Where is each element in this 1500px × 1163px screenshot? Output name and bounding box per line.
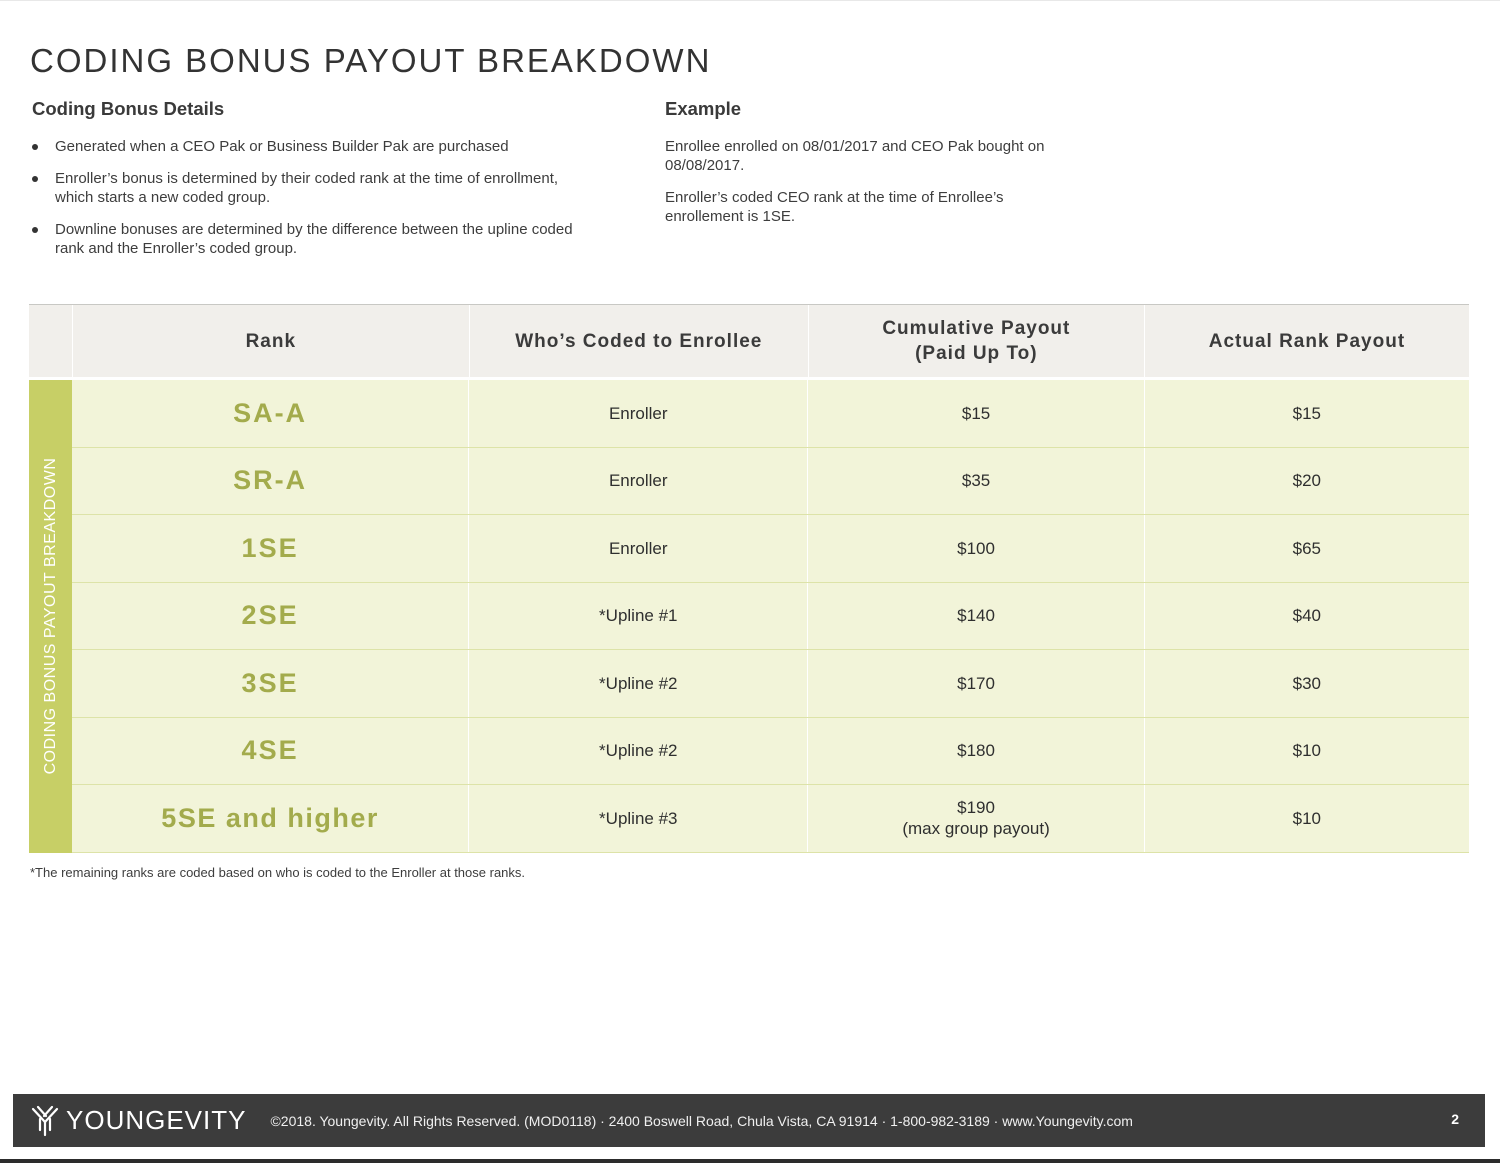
rank-cell: 1SE xyxy=(241,532,299,563)
coded-cell: *Upline #1 xyxy=(468,583,807,650)
bullet-dot-icon xyxy=(32,227,38,233)
details-bullet xyxy=(32,220,592,258)
top-rule xyxy=(0,0,1500,1)
actual-cell: $10 xyxy=(1144,785,1469,852)
table-body xyxy=(29,380,1469,853)
bullet-dot-icon xyxy=(32,144,38,150)
header-rank: Rank xyxy=(72,305,469,377)
example-paragraph: Enrollee enrolled on 08/01/2017 and CEO Pak bought on 08/08/2017. xyxy=(665,138,1045,174)
coded-cell: *Upline #2 xyxy=(468,650,807,717)
cumulative-cell xyxy=(807,650,1143,717)
rank-cell: SR-A xyxy=(233,465,308,496)
youngevity-logo-icon xyxy=(30,1105,60,1137)
table-row xyxy=(72,718,1469,786)
cumulative-value: $170 xyxy=(957,673,995,693)
rank-cell: 2SE xyxy=(241,600,299,631)
cumulative-cell xyxy=(807,583,1143,650)
example-heading: Example xyxy=(665,98,742,119)
table-rows xyxy=(72,380,1469,853)
actual-cell: $20 xyxy=(1144,448,1469,515)
table-row xyxy=(72,583,1469,651)
table-row xyxy=(72,380,1469,448)
page-number: 2 xyxy=(1451,1111,1459,1127)
rank-cell: 5SE and higher xyxy=(161,802,379,833)
rank-cell: 3SE xyxy=(241,667,299,698)
brand-logo xyxy=(30,1105,246,1137)
table-header-row xyxy=(29,305,1469,380)
rank-cell: 4SE xyxy=(241,735,299,766)
footer xyxy=(13,1094,1485,1147)
cumulative-value: $15 xyxy=(961,403,991,423)
header-cumulative-line2: (Paid Up To) xyxy=(915,343,1038,364)
cumulative-value: $140 xyxy=(957,606,995,626)
side-bar xyxy=(29,380,72,853)
page-title: CODING BONUS PAYOUT BREAKDOWN xyxy=(30,42,712,79)
header-spacer xyxy=(29,305,72,377)
coded-cell: Enroller xyxy=(468,448,807,515)
details-bullet-text: Generated when a CEO Pak or Business Builder Pak are purchased xyxy=(55,138,509,155)
footnote: *The remaining ranks are coded based on who is coded to the Enroller at those ranks. xyxy=(30,865,526,880)
cumulative-value: $100 xyxy=(957,538,995,558)
cumulative-note: (max group payout) xyxy=(902,819,1050,839)
details-heading: Coding Bonus Details xyxy=(32,98,225,119)
actual-cell: $65 xyxy=(1144,515,1469,582)
example-section xyxy=(665,98,1085,239)
side-label: CODING BONUS PAYOUT BREAKDOWN xyxy=(41,457,59,775)
actual-cell: $30 xyxy=(1144,650,1469,717)
details-bullet-text: Downline bonuses are determined by the difference between the upline coded rank and the Enroller’s coded group. xyxy=(55,221,573,257)
coded-cell: *Upline #3 xyxy=(468,785,807,852)
header-actual: Actual Rank Payout xyxy=(1144,305,1469,377)
header-cumulative xyxy=(808,305,1144,377)
table-row xyxy=(72,448,1469,516)
example-paragraph: Enroller’s coded CEO rank at the time of Enrollee’s enrollement is 1SE. xyxy=(665,189,1004,225)
cumulative-cell xyxy=(807,785,1143,852)
cumulative-cell xyxy=(807,448,1143,515)
coded-cell: *Upline #2 xyxy=(468,718,807,785)
coded-cell: Enroller xyxy=(468,515,807,582)
cumulative-value: $180 xyxy=(957,741,995,761)
table-row xyxy=(72,515,1469,583)
rank-cell: SA-A xyxy=(233,397,308,428)
bullet-dot-icon xyxy=(32,176,38,182)
footer-text: ©2018. Youngevity. All Rights Reserved. (MOD0118) · 2400 Boswell Road, Chula Vista, CA 91914 · 1-800-982-3189 · www.Youngevity.com xyxy=(270,1112,1133,1129)
cumulative-cell xyxy=(807,380,1143,447)
actual-cell: $40 xyxy=(1144,583,1469,650)
cumulative-cell xyxy=(807,718,1143,785)
cumulative-cell xyxy=(807,515,1143,582)
actual-cell: $10 xyxy=(1144,718,1469,785)
table-row xyxy=(72,650,1469,718)
actual-cell: $15 xyxy=(1144,380,1469,447)
bottom-rule xyxy=(0,1159,1500,1163)
details-list xyxy=(32,137,592,258)
details-bullet xyxy=(32,137,592,156)
brand-name: YOUNGEVITY xyxy=(66,1105,247,1135)
details-bullet xyxy=(32,169,592,207)
coded-cell: Enroller xyxy=(468,380,807,447)
details-bullet-text: Enroller’s bonus is determined by their coded rank at the time of enrollment, which starts a new coded group. xyxy=(55,170,559,206)
payout-table xyxy=(29,304,1469,853)
header-coded: Who’s Coded to Enrollee xyxy=(469,305,808,377)
table-row xyxy=(72,785,1469,853)
cumulative-value: $190 xyxy=(957,798,995,818)
cumulative-value: $35 xyxy=(961,471,991,491)
details-section xyxy=(32,98,592,271)
header-cumulative-line1: Cumulative Payout xyxy=(882,318,1071,339)
